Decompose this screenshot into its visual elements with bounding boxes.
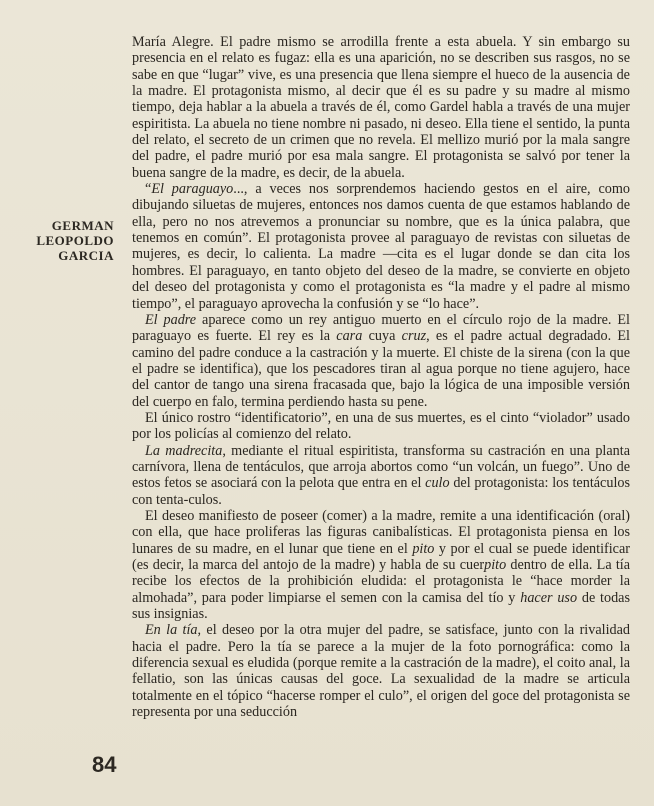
paragraph [132, 443, 630, 508]
paragraph [132, 181, 630, 312]
paragraph [132, 622, 630, 720]
page-number: 84 [92, 752, 117, 777]
italic-text: El paraguayo [151, 181, 234, 198]
text-run: El único rostro “identificatorio”, en una de sus muertes, es el cinto “violador” usado por los policías al comienzo del relato. [132, 409, 630, 443]
text-run: del protagonista: los tentáculos con tenta-culos. [132, 475, 631, 508]
text-run: ..., a veces nos sorprendemos haciendo gestos en el aire, como dibujando siluetas de mujeres, entonces nos damos cuenta de que estamos hablando de ella, pero no nos atrevemos a pronunciar su nombre, que es la única palabra, que tenemos en común”. El protagonista provee al paraguayo de revistas con siluetas de mujeres, es decir, lo calienta. La madre —cita es el lugar donde se dan cita los hombres. El paraguayo, en tanto objeto del deseo de la madre, se convierte en objeto del deseo del protagonista y como el protagonista es “la madre y el padre al mismo tiempo”, el paraguayo aprovecha la confusión y se “lo hace”. [132, 181, 630, 312]
author-middle-name: LEOPOLDO [36, 233, 114, 248]
author-last-name: GARCIA [58, 248, 114, 263]
text-run: y por el cual se puede identificar (es decir, la marca del antojo de la madre) y habla de su cuer [132, 540, 630, 573]
body-text [132, 34, 630, 720]
paragraph [132, 508, 630, 622]
paragraph [132, 34, 630, 181]
text-run: cuya [362, 328, 402, 345]
text-run: dentro de ella. La tía recibe los efectos de la prohibición eludida: el protagonista le “hace morder la almohada”, para poder limpiarse el semen con la camisa del tío y [132, 557, 630, 606]
italic-text: cara [336, 328, 363, 345]
italic-text: La madrecita [145, 442, 223, 459]
text-run: María Alegre. El padre mismo se arrodilla frente a esta abuela. Y sin embargo su presencia en el relato es fugaz: ella es una aparición, no se describen sus rasgos, no se sabe en que “lugar” vive, es una presencia que llena siempre el hueco de la ausencia de la madre. El protagonista mismo, al decir que él es su padre y su madre al mismo tiempo, deja hablar a la abuela a través de él, como Gardel habla a través de una mujer espiritista. La abuela no tiene nombre ni pasado, ni deseo. Ella tiene el sentido, la punta del relato, el secreto de un crimen que no revela. El mellizo murió por la mala sangre del padre, el padre murió por esa mala sangre. El protagonista se salvó por tener la buena sangre de la madre, es decir, de la abuela. [132, 34, 630, 181]
italic-text: cruz [401, 328, 427, 345]
italic-text: pito [484, 557, 507, 573]
author-first-name: GERMAN [51, 218, 114, 233]
italic-text: En la tía [145, 622, 198, 639]
text-run: de todas sus insignias. [132, 589, 631, 623]
text-run: “ [145, 181, 152, 198]
text-run: , mediante el ritual espiritista, transforma su castración en una planta carnívora, llena de tentáculos, que arroja abortos como “un volcán, un fuego”. Uno de estos fetos se asociará con la pelota que entra en el [132, 442, 631, 492]
text-run: El deseo manifiesto de poseer (comer) a la madre, remite a una identificación (oral) con ella, que hace proliferas las figuras canibalísticas. El protagonista piensa en los lunares de su madre, en el lunar que tiene en el [132, 507, 630, 557]
author-name [10, 218, 114, 263]
paragraph [132, 312, 630, 410]
text-run: , el deseo por la otra mujer del padre, se satisface, junto con la rivalidad hacia el padre. Pero la tía se parece a la mujer de la foto pornográfica: como la diferencia sexual es eludida (porque remite a la castración de la madre), el coito anal, la fellatio, son las únicas causas del goce. La sexualidad de la madre se articula totalmente en el tópico “hacerse romper el culo”, el origen del goce del protagonista se representa por una seducción [132, 622, 630, 721]
text-run: aparece como un rey antiguo muerto en el círculo rojo de la madre. El paraguayo es fuerte. El rey es la [132, 311, 630, 345]
text-run: , es el padre actual degradado. El camino del padre conduce a la castración y la muerte. El chiste de la sirena (con la que el padre se identifica), que los pescadores tiran al agua porque no tiene agujero, hace del cantor de tango una sirena fracasada que, bajo la lógica de una imposible versión del cuerpo en falo, termina perdiendo hasta su pene. [132, 328, 630, 410]
italic-text: El padre [145, 311, 197, 328]
italic-text: hacer uso [520, 589, 578, 606]
italic-text: pito [412, 540, 435, 557]
paragraph [132, 410, 630, 443]
italic-text: culo [425, 475, 450, 492]
